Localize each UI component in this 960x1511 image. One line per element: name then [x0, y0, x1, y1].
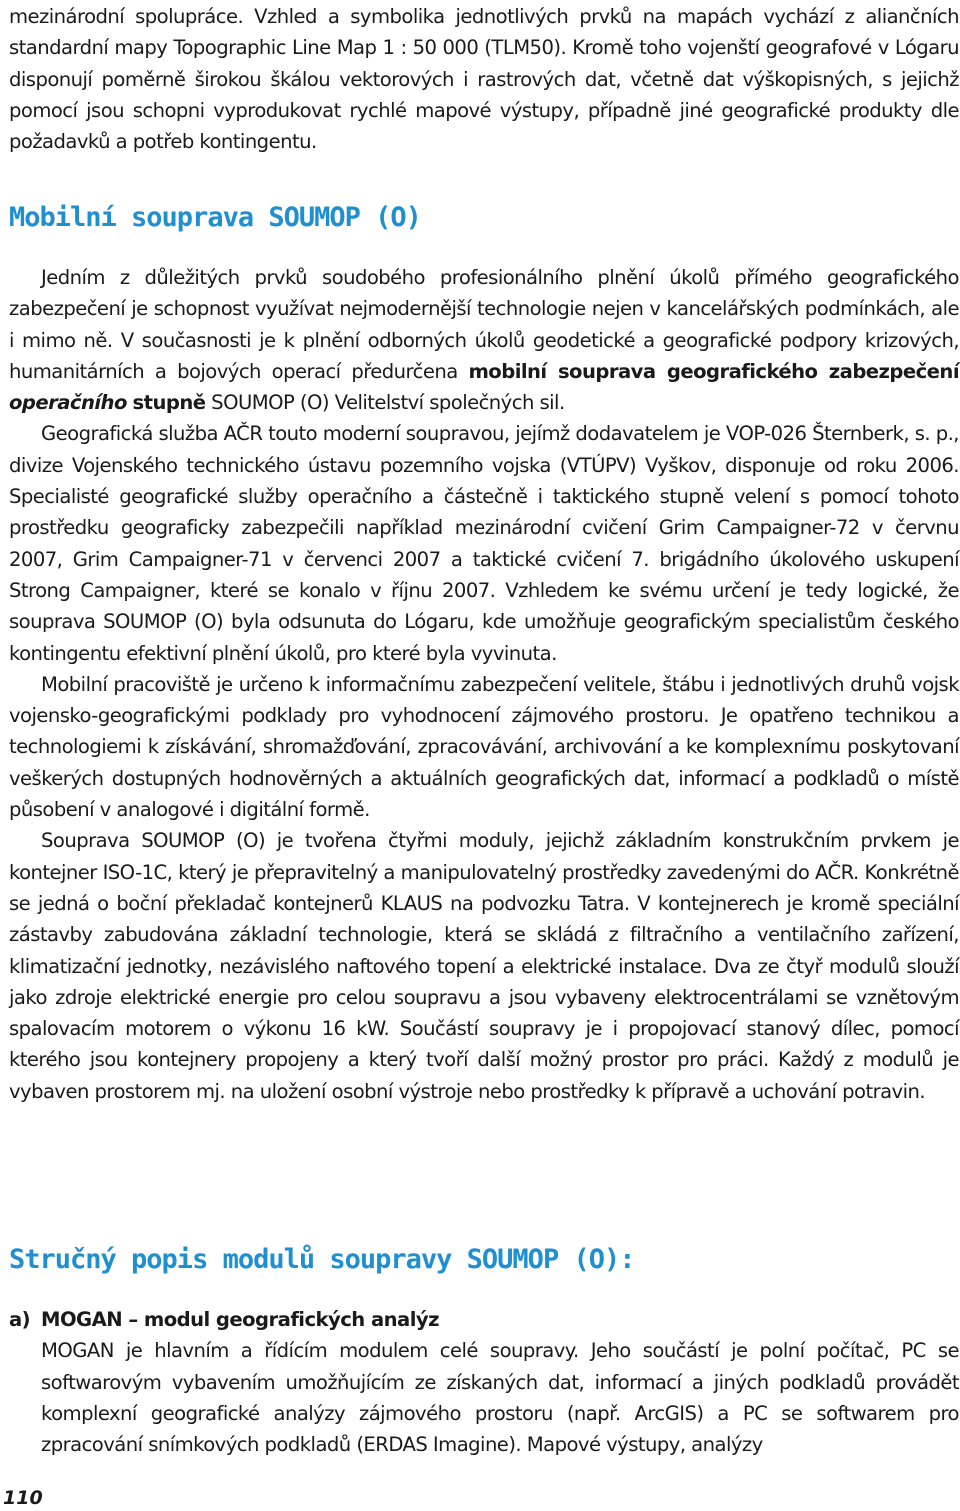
bold-term: mobilní souprava geografického zabezpečení [468, 359, 959, 383]
page-number: 110 [3, 1487, 43, 1509]
bold-term-2: stupně [132, 391, 206, 415]
paragraph-4: Souprava SOUMOP (O) je tvořena čtyřmi moduly, jejichž základním konstrukčním prvkem je kontejner ISO-1C, který je přepravitelný a manipulovatelný prostředky zavedenými do AČR. Konkrétně se jedná o boční překladač kontejnerů KLAUS na podvozku Tatra. V kontejnerech je kromě speciální zástavby zabudována základní technologie, která se skládá z filtračního a ventilačního zařízení, klimatizační jednotky, nezávislého naftového topení a elektrické instalace. Dva ze čtyř modulů slouží jako zdroje elektrické energie pro celou soupravu a jsou vybaveny elektrocentrálami se vznětovým spalovacím motorem o výkonu 16 kW. Součástí soupravy je i propojovací stanový dílec, pomocí kterého jsou kontejnery propojeny a který tvoří další možný prostor pro práci. Každý z modulů je vybaven prostorem mj. na uložení osobní výstroje nebo prostředky k přípravě a uchování potravin. [9, 829, 959, 1103]
bold-italic-term: operačního [9, 391, 127, 415]
section-body [9, 262, 959, 1107]
intro-paragraph: mezinárodní spolupráce. Vzhled a symbolika jednotlivých prvků na mapách vychází z aliančních standardní mapy Topographic Line Map 1 : 50 000 (TLM50). Kromě toho vojenští geografové v Lógaru disponují poměrně širokou škálou vektorových i rastrových dat, včetně dat výškopisných, s jejichž pomocí jsou schopni vyprodukovat rychlé mapové výstupy, případně jiné geografické produkty dle požadavků a potřeb kontingentu. [9, 5, 959, 154]
list-item-title [9, 1304, 959, 1335]
list-marker: a) [9, 1308, 31, 1331]
list-item [9, 1304, 959, 1460]
paragraph-1: Jedním z důležitých prvků soudobého profesionálního plnění úkolů přímého geografického zabezpečení je schopnost využívat nejmodernější technologie nejen v kancelářských podmínkách, ale i mimo ně. V současnosti je k plnění odborných úkolů geodetické a geografické podpory krizových, humanitárních a bojových operací předurčena mobilní souprava geografického zabezpečení operačního stupně SOUMOP (O) Velitelství společných sil. [9, 266, 959, 415]
list-item-heading: MOGAN – modul geografických analýz [41, 1308, 439, 1331]
paragraph-3: Mobilní pracoviště je určeno k informačnímu zabezpečení velitele, štábu i jednotlivých druhů vojsk vojensko-geografickými podklady pro vyhodnocení zájmového prostoru. Je opatřeno technikou a technologiemi k získávání, shromažďování, zpracovávání, archivování a ke komplexnímu poskytovaní veškerých dostupných hodnověrných a aktuálních geografických dat, informací a podkladů o místě působení v analogové i digitální formě. [9, 672, 959, 822]
list-item-text: MOGAN je hlavním a řídícím modulem celé soupravy. Jeho součástí je polní počítač, PC se softwarovým vybavením umožňujícím ze získaných dat, informací a jiných podkladů provádět komplexní geografické analýzy zájmového prostoru (např. ArcGIS) a PC se softwarem pro zpracování snímkových podkladů (ERDAS Imagine). Mapové výstupy, analýzy [41, 1339, 959, 1457]
section-heading-mobilni-souprava: Mobilní souprava SOUMOP (O) [9, 202, 421, 233]
section-heading-strucny-popis: Stručný popis modulů soupravy SOUMOP (O): [9, 1244, 635, 1275]
module-list [9, 1304, 959, 1460]
paragraph-2: Geografická služba AČR touto moderní soupravou, jejímž dodavatelem je VOP-026 Šternberk, s. p., divize Vojenského technického ústavu pozemního vojska (VTÚPV) Vyškov, disponuje od roku 2006. Specialisté geografické služby operačního a částečně i taktického stupně velení s pomocí tohoto prostředku geograficky zabezpečili například mezinárodní cvičení Grim Campaigner-72 v červnu 2007, Grim Campaigner-71 v červenci 2007 a taktické cvičení 7. brigádního úkolového uskupení Strong Campaigner, které se konalo v říjnu 2007. Vzhledem ke svému určení je tedy logické, že souprava SOUMOP (O) byla odsunuta do Lógaru, kde umožňuje geografickým specialistům českého kontingentu efektivní plnění úkolů, pro které byla vyvinuta. [9, 422, 959, 665]
